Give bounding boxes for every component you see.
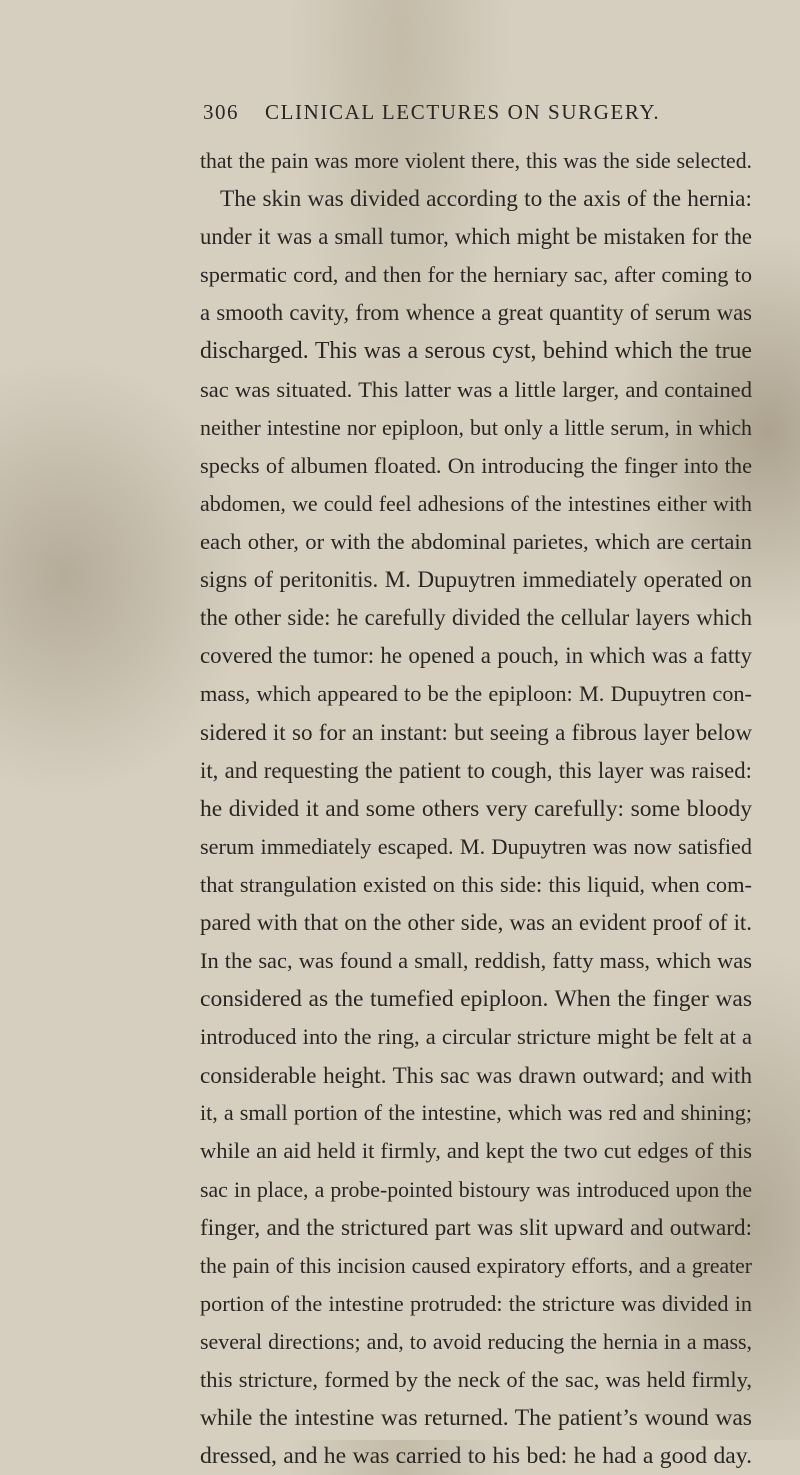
page-number: 306 [203, 100, 239, 124]
text-line: dressed, and he was carried to his bed: he had a good day. [200, 1443, 752, 1470]
text-line: it, and requesting the patient to cough, this layer was raised: [200, 757, 752, 783]
running-head [203, 100, 763, 132]
text-line: a smooth cavity, from whence a great quantity of serum was [200, 300, 752, 326]
text-line: mass, which appeared to be the epiploon: M. Dupuytren con- [200, 681, 752, 707]
text-line: serum immediately escaped. M. Dupuytren was now satisfied [200, 833, 752, 859]
text-line: finger, and the strictured part was slit upward and outward: [200, 1214, 752, 1241]
running-title: CLINICAL LECTURES ON SURGERY. [265, 100, 661, 124]
body-paragraph [200, 142, 752, 1475]
text-line: each other, or with the abdominal parietes, which are certain [200, 528, 752, 554]
text-line: while the intestine was returned. The patient’s wound was [200, 1405, 752, 1432]
text-line: under it was a small tumor, which might be mistaken for the [200, 224, 752, 250]
text-line: discharged. This was a serous cyst, behind which the true [200, 338, 752, 365]
text-line: several directions; and, to avoid reducing the hernia in a mass, [200, 1328, 752, 1354]
text-line: signs of peritonitis. M. Dupuytren immediately operated on [200, 567, 752, 593]
text-line: the other side: he carefully divided the cellular layers which [200, 605, 752, 631]
text-line: while an aid held it firmly, and kept the two cut edges of this [200, 1138, 752, 1164]
text-line: sidered it so for an instant: but seeing a fibrous layer below [200, 719, 752, 746]
text-line: specks of albumen floated. On introducing the finger into the [200, 452, 752, 478]
text-line: neither intestine nor epiploon, but only a little serum, in which [200, 415, 752, 440]
text-line: covered the tumor: he opened a pouch, in which was a fatty [200, 643, 752, 669]
text-line: portion of the intestine protruded: the stricture was divided in [200, 1290, 752, 1316]
text-line: In the sac, was found a small, reddish, fatty mass, which was [200, 947, 752, 973]
text-line: he divided it and some others very carefully: some bloody [200, 795, 752, 822]
text-line: sac in place, a probe-pointed bistoury was introduced upon the [200, 1177, 752, 1202]
text-line: the pain of this incision caused expiratory efforts, and a greater [200, 1253, 752, 1278]
text-line: The skin was divided according to the axis of the hernia: [220, 186, 752, 213]
text-line: spermatic cord, and then for the herniary sac, after coming to [200, 262, 752, 288]
text-line: that strangulation existed on this side: this liquid, when com- [200, 871, 752, 897]
text-line: that the pain was more violent there, this was the side selected. [200, 149, 752, 173]
text-line: this stricture, formed by the neck of the sac, was held firmly, [200, 1367, 752, 1392]
text-line: considerable height. This sac was drawn outward; and with [200, 1062, 752, 1089]
text-line: it, a small portion of the intestine, which was red and shining; [200, 1100, 752, 1126]
text-line: considered as the tumefied epiploon. When the finger was [200, 986, 752, 1013]
text-line: introduced into the ring, a circular stricture might be felt at a [200, 1024, 752, 1050]
text-line: abdomen, we could feel adhesions of the intestines either with [200, 490, 752, 516]
text-line: pared with that on the other side, was an evident proof of it. [200, 909, 752, 935]
text-line: sac was situated. This latter was a little larger, and contained [200, 376, 752, 402]
